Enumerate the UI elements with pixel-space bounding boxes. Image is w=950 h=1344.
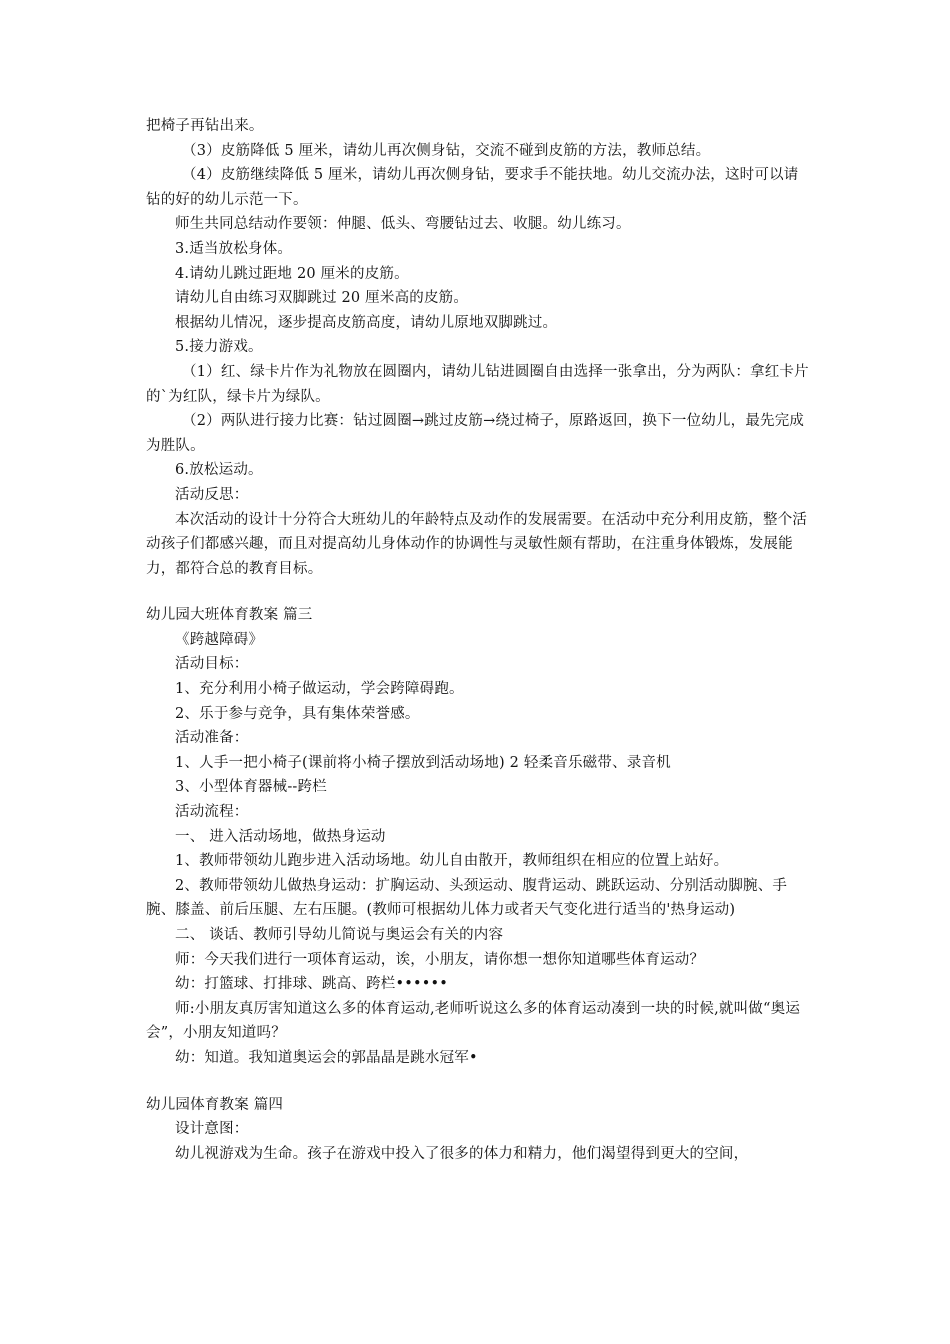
paragraph: 根据幼儿情况，逐步提高皮筋高度，请幼儿原地双脚跳过。 — [175, 314, 558, 331]
paragraph: 5.接力游戏。 — [175, 339, 263, 356]
paragraph: 3、小型体育器械--跨栏 — [175, 779, 327, 796]
paragraph: 活动准备： — [175, 730, 249, 747]
section-heading: 幼儿园大班体育教案 篇三 — [146, 607, 313, 624]
paragraph: 1、充分利用小椅子做运动，学会跨障碍跑。 — [175, 681, 464, 698]
paragraph: 师:小朋友真厉害知道这么多的体育运动,老师听说这么多的体育运动凑到一块的时候,就叫做“奥运会”，小朋友知道吗？ — [146, 1000, 801, 1042]
paragraph: 3.适当放松身体。 — [175, 240, 293, 257]
paragraph: 一、 进入活动场地，做热身运动 — [175, 828, 386, 845]
paragraph: （3）皮筋降低 5 厘米，请幼儿再次侧身钻，交流不碰到皮筋的方法，教师总结。 — [182, 142, 711, 159]
paragraph: （4）皮筋继续降低 5 厘米，请幼儿再次侧身钻，要求手不能扶地。幼儿交流办法，这时可以请钻的好的幼儿示范一下。 — [146, 167, 799, 208]
paragraph: 把椅子再钻出来。 — [146, 118, 264, 134]
paragraph: 2、乐于参与竞争，具有集体荣誉感。 — [175, 705, 420, 722]
paragraph: 6.放松运动。 — [175, 462, 263, 479]
paragraph: 活动目标： — [175, 656, 249, 673]
section-gap — [146, 581, 812, 603]
section-heading: 幼儿园体育教案 篇四 — [146, 1096, 284, 1113]
document-body — [146, 114, 812, 1166]
paragraph: 设计意图： — [175, 1121, 249, 1138]
paragraph: 1、教师带领幼儿跑步进入活动场地。幼儿自由散开，教师组织在相应的位置上站好。 — [175, 853, 729, 870]
paragraph: （1）红、绿卡片作为礼物放在圆圈内，请幼儿钻进圆圈自由选择一张拿出，分为两队：拿红卡片的`为红队，绿卡片为绿队。 — [146, 363, 809, 405]
paragraph: （2）两队进行接力比赛：钻过圆圈→跳过皮筋→绕过椅子，原路返回，换下一位幼儿，最先完成为胜队。 — [146, 413, 805, 454]
paragraph: 1、人手一把小椅子(课前将小椅子摆放到活动场地) 2 轻柔音乐磁带、录音机 — [175, 754, 671, 771]
section-gap — [146, 1071, 812, 1093]
paragraph: 师：今天我们进行一项体育运动，诶，小朋友，请你想一想你知道哪些体育运动？ — [175, 951, 705, 968]
paragraph: 师生共同总结动作要领：伸腿、低头、弯腰钻过去、收腿。幼儿练习。 — [175, 216, 631, 233]
paragraph: 本次活动的设计十分符合大班幼儿的年龄特点及动作的发展需要。在活动中充分利用皮筋，整个活动孩子们都感兴趣，而且对提高幼儿身体动作的协调性与灵敏性颇有帮助，在注重身体锻炼，发展能力，都符合总的教育目标。 — [146, 511, 808, 577]
paragraph: 活动流程： — [175, 804, 249, 821]
paragraph: 幼：知道。我知道奥运会的郭晶晶是跳水冠军• — [175, 1049, 478, 1066]
paragraph: 幼：打篮球、打排球、跳高、跨栏•••••• — [175, 976, 449, 993]
paragraph: 2、教师带领幼儿做热身运动：扩胸运动、头颈运动、腹背运动、跳跃运动、分别活动脚腕、手腕、膝盖、前后压腿、左右压腿。(教师可根据幼儿体力或者天气变化进行适当的'热身运动) — [146, 877, 788, 919]
paragraph: 4.请幼儿跳过距地 20 厘米的皮筋。 — [175, 265, 409, 282]
paragraph: 幼儿视游戏为生命。孩子在游戏中投入了很多的体力和精力，他们渴望得到更大的空间， — [175, 1145, 749, 1162]
paragraph: 活动反思： — [175, 486, 249, 503]
paragraph: 请幼儿自由练习双脚跳过 20 厘米高的皮筋。 — [175, 290, 469, 307]
paragraph: 《跨越障碍》 — [175, 631, 264, 648]
paragraph: 二、 谈话、教师引导幼儿简说与奥运会有关的内容 — [175, 927, 504, 943]
